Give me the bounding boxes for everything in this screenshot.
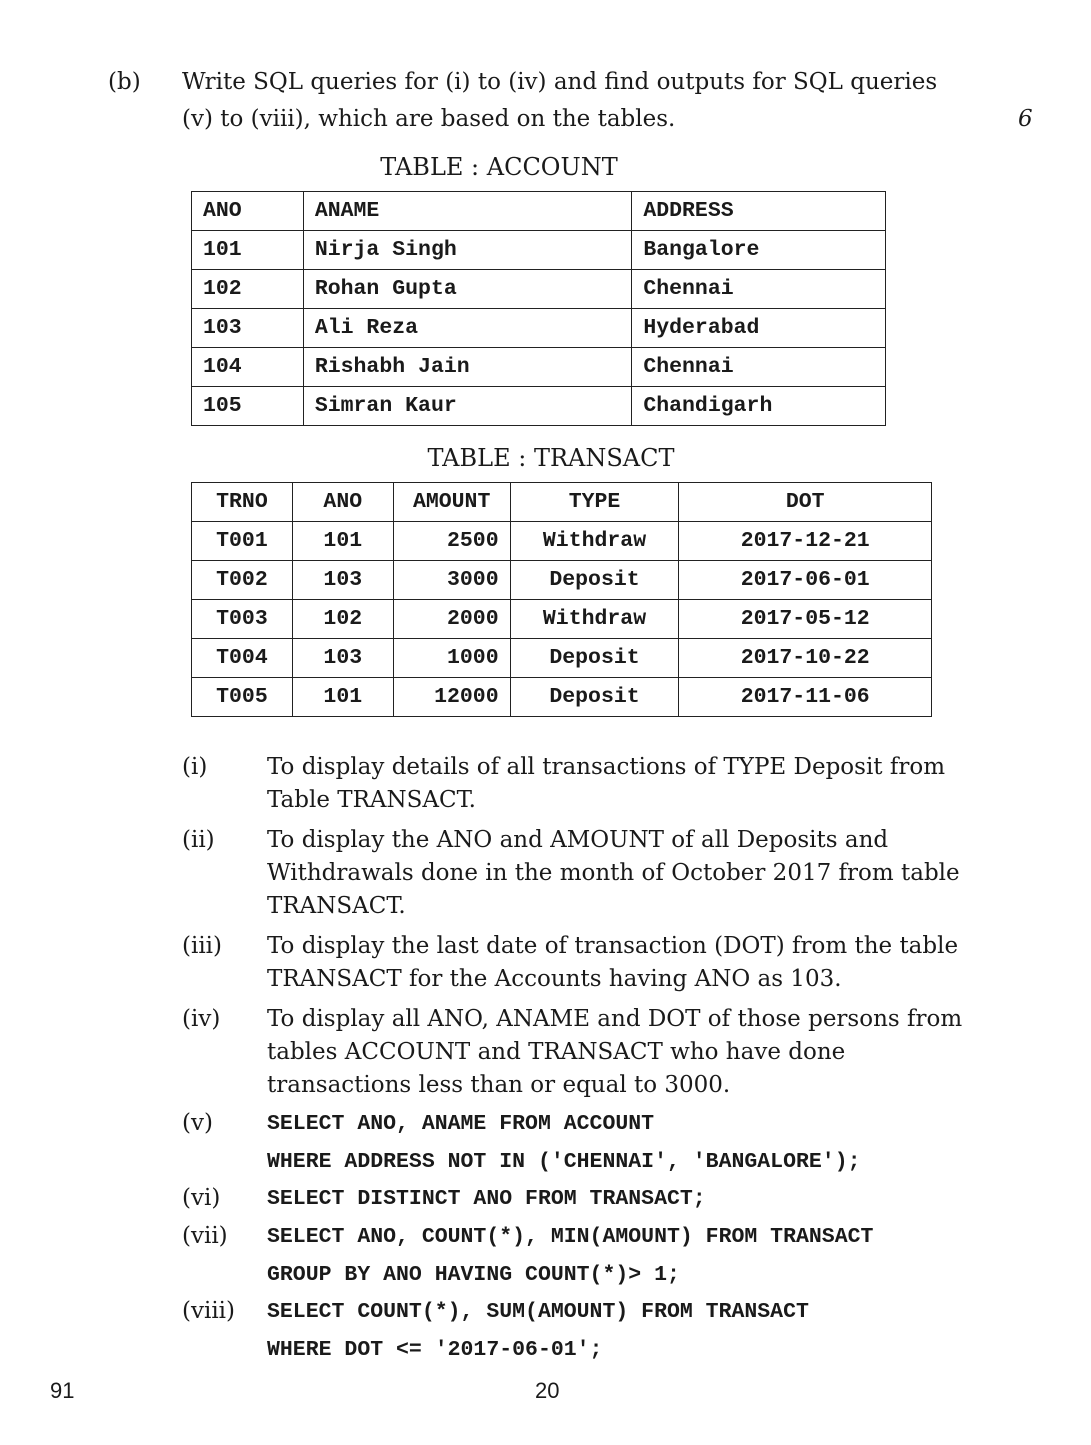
item-text-line: Table TRANSACT.: [267, 787, 476, 813]
header-cell: ANAME: [303, 192, 632, 231]
question-text-line1: Write SQL queries for (i) to (iv) and find outputs for SQL queries: [182, 69, 938, 95]
sql-line: SELECT ANO, COUNT(*), MIN(AMOUNT) FROM TRANSACT: [267, 1225, 874, 1249]
table-row: [192, 192, 886, 231]
sql-line: WHERE ADDRESS NOT IN ('CHENNAI', 'BANGALORE');: [267, 1150, 861, 1174]
item-text-line: To display the last date of transaction (DOT) from the table: [267, 933, 959, 959]
table-cell: Chandigarh: [632, 387, 886, 426]
table-cell: 2017-06-01: [679, 561, 932, 600]
table-row: [192, 678, 932, 717]
table-cell: T005: [192, 678, 293, 717]
table-row: [192, 309, 886, 348]
table-cell: T001: [192, 522, 293, 561]
sql-line: SELECT COUNT(*), SUM(AMOUNT) FROM TRANSACT: [267, 1300, 809, 1324]
table-cell: 3000: [393, 561, 510, 600]
header-cell: ANO: [192, 192, 304, 231]
item-number: (iii): [182, 933, 223, 959]
table-cell: Chennai: [632, 270, 886, 309]
table-cell: Hyderabad: [632, 309, 886, 348]
table-cell: 101: [292, 678, 393, 717]
item-text-line: To display all ANO, ANAME and DOT of those persons from: [267, 1006, 963, 1032]
table-cell: 2017-10-22: [679, 639, 932, 678]
header-cell: ANO: [292, 483, 393, 522]
table-row: [192, 639, 932, 678]
table-row: [192, 561, 932, 600]
table-cell: 2017-11-06: [679, 678, 932, 717]
item-text-line: To display the ANO and AMOUNT of all Deposits and: [267, 827, 889, 853]
transact-table: [191, 482, 932, 717]
table-cell: 2017-05-12: [679, 600, 932, 639]
item-number: (i): [182, 754, 208, 780]
table-cell: 105: [192, 387, 304, 426]
table-cell: 101: [192, 231, 304, 270]
table-cell: 12000: [393, 678, 510, 717]
item-text-line: To display details of all transactions of TYPE Deposit from: [267, 754, 946, 780]
table-row: [192, 600, 932, 639]
transact-caption: TABLE : TRANSACT: [427, 444, 675, 472]
item-number: (vi): [182, 1185, 221, 1211]
table-cell: Chennai: [632, 348, 886, 387]
item-number: (iv): [182, 1006, 221, 1032]
table-cell: 104: [192, 348, 304, 387]
header-cell: TRNO: [192, 483, 293, 522]
sql-line: SELECT DISTINCT ANO FROM TRANSACT;: [267, 1187, 706, 1211]
table-cell: Ali Reza: [303, 309, 632, 348]
table-cell: T003: [192, 600, 293, 639]
header-cell: ADDRESS: [632, 192, 886, 231]
table-row: [192, 270, 886, 309]
table-cell: 102: [192, 270, 304, 309]
question-text-line2: (v) to (viii), which are based on the tables.: [182, 106, 676, 132]
item-number: (vii): [182, 1223, 228, 1249]
table-cell: Deposit: [510, 639, 679, 678]
table-row: [192, 522, 932, 561]
item-text-line: transactions less than or equal to 3000.: [267, 1072, 731, 1098]
sql-line: WHERE DOT <= '2017-06-01';: [267, 1338, 603, 1362]
table-cell: Deposit: [510, 561, 679, 600]
sql-line: SELECT ANO, ANAME FROM ACCOUNT: [267, 1112, 655, 1136]
table-cell: 2017-12-21: [679, 522, 932, 561]
table-cell: Nirja Singh: [303, 231, 632, 270]
page-number: 20: [535, 1378, 560, 1403]
table-cell: 2500: [393, 522, 510, 561]
sql-line: GROUP BY ANO HAVING COUNT(*)> 1;: [267, 1263, 680, 1287]
table-cell: 102: [292, 600, 393, 639]
table-cell: T002: [192, 561, 293, 600]
header-cell: TYPE: [510, 483, 679, 522]
table-cell: T004: [192, 639, 293, 678]
table-cell: 103: [192, 309, 304, 348]
table-cell: 1000: [393, 639, 510, 678]
item-text-line: tables ACCOUNT and TRANSACT who have done: [267, 1039, 846, 1065]
table-cell: Withdraw: [510, 522, 679, 561]
item-text-line: TRANSACT.: [267, 893, 406, 919]
item-text-line: TRANSACT for the Accounts having ANO as 103.: [267, 966, 842, 992]
table-row: [192, 348, 886, 387]
table-cell: 2000: [393, 600, 510, 639]
question-label: (b): [108, 69, 141, 95]
item-number: (ii): [182, 827, 215, 853]
header-cell: AMOUNT: [393, 483, 510, 522]
table-cell: Rohan Gupta: [303, 270, 632, 309]
item-text-line: Withdrawals done in the month of October 2017 from table: [267, 860, 960, 886]
marks: 6: [1018, 106, 1033, 132]
account-table: [191, 191, 886, 426]
table-cell: 101: [292, 522, 393, 561]
header-cell: DOT: [679, 483, 932, 522]
paper-code: 91: [50, 1378, 75, 1403]
account-caption: TABLE : ACCOUNT: [380, 153, 618, 181]
item-number: (v): [182, 1110, 213, 1136]
table-cell: Deposit: [510, 678, 679, 717]
table-cell: Simran Kaur: [303, 387, 632, 426]
table-cell: 103: [292, 561, 393, 600]
item-number: (viii): [182, 1298, 236, 1324]
table-cell: Withdraw: [510, 600, 679, 639]
table-cell: Bangalore: [632, 231, 886, 270]
table-cell: Rishabh Jain: [303, 348, 632, 387]
table-row: [192, 387, 886, 426]
table-cell: 103: [292, 639, 393, 678]
table-row: [192, 231, 886, 270]
table-row: [192, 483, 932, 522]
